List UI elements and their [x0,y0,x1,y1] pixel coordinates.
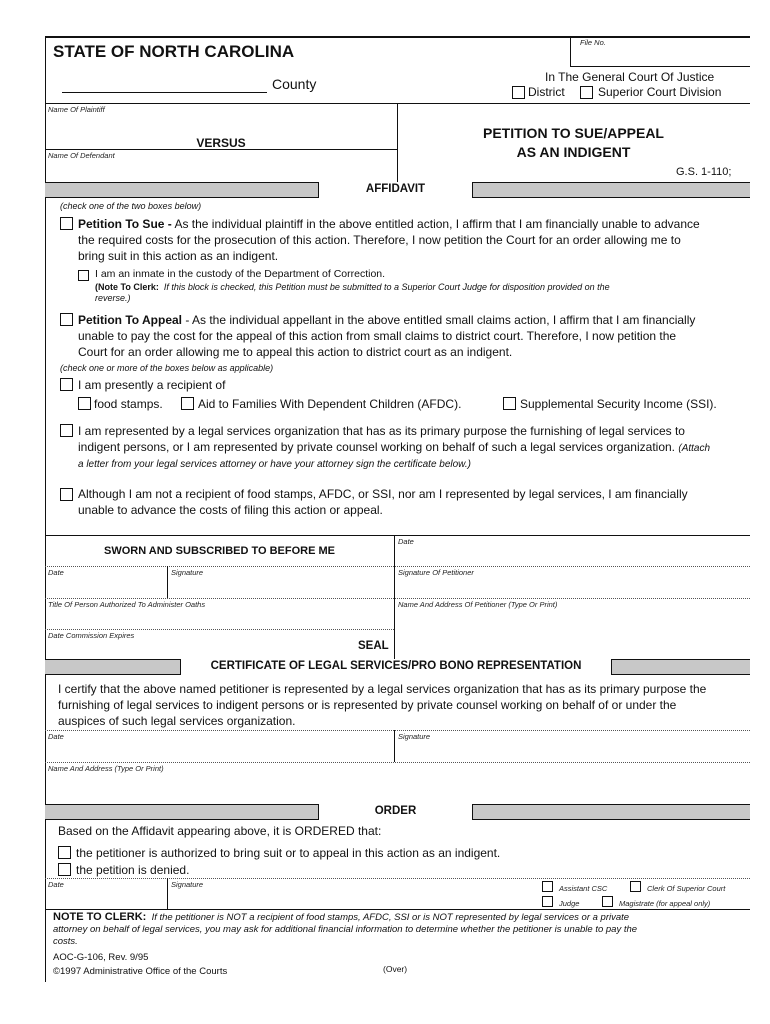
order-heading: ORDER [318,804,473,820]
sworn-date-right-label: Date [398,537,414,546]
petitioner-name-address-label: Name And Address Of Petitioner (Type Or Print) [398,600,558,609]
certificate-row-rule [45,730,750,731]
sworn-row1-rule [45,566,750,567]
instruction-two: (check one or more of the boxes below as applicable) [60,363,274,373]
clerk-superior-checkbox[interactable] [630,881,641,892]
county-label: County [272,76,317,92]
sue-text-l2: the required costs for the prosecution of this action. Therefore, I now petition the Court for an order allowing me to [78,233,681,247]
appeal-title: Petition To Appeal [78,313,182,327]
certificate-date-label: Date [48,732,64,741]
certificate-divider [394,730,395,762]
inmate-text: I am an inmate in the custody of the Department of Correction. [95,268,386,280]
petition-to-sue-checkbox[interactable] [60,217,73,230]
appeal-text-l2: unable to pay the cost for the appeal of this action from small claims to district court. Therefore, I now petition the [78,329,677,343]
not-recipient-l1: Although I am not a recipient of food stamps, AFDC, or SSI, nor am I represented by legal services, I am financially [78,487,688,501]
not-recipient-text [78,486,750,518]
sue-text-l3: bring suit in this action as an indigent. [78,249,279,263]
petition-to-appeal-checkbox[interactable] [60,313,73,326]
sue-text-l1: As the individual plaintiff in the above entitled action, I affirm that I am financially unable to advance [174,217,700,231]
food-stamps-checkbox[interactable] [78,397,91,410]
sworn-row2-rule [45,598,750,599]
clerk-note-l1: If this block is checked, this Petition must be submitted to a Superior Court Judge for disposition provided on the [163,282,610,292]
recipient-checkbox[interactable] [60,378,73,391]
magistrate-label: Magistrate (for appeal only) [619,899,711,908]
order-denied-text: the petition is denied. [76,863,190,877]
certificate-heading: CERTIFICATE OF LEGAL SERVICES/PRO BONO REPRESENTATION [180,659,612,675]
certificate-l1: I certify that the above named petitioner is represented by a legal services organization that has as its primary purpose the [58,682,707,696]
copyright: ©1997 Administrative Office of the Courts [53,966,228,977]
recipient-text: I am presently a recipient of [78,378,226,392]
ssi-label: Supplemental Security Income (SSI). [520,397,717,411]
ssi-checkbox[interactable] [503,397,516,410]
file-no-divider [570,36,571,66]
certificate-signature-label: Signature [398,732,431,741]
statute-ref: G.S. 1-110; [676,166,732,178]
certificate-l3: auspices of such legal services organization. [58,714,296,728]
top-rule [45,36,750,38]
form-title [397,124,750,162]
order-intro: Based on the Affidavit appearing above, it is ORDERED that: [58,824,382,838]
afdc-label: Aid to Families With Dependent Children (AFDC). [198,397,462,411]
form-title-line2: AS AN INDIGENT [516,144,631,160]
versus-label: VERSUS [196,136,246,150]
left-rule [45,36,46,982]
affidavit-heading: AFFIDAVIT [318,182,473,198]
file-no-label: File No. [580,38,606,47]
sworn-date-divider [167,566,168,598]
order-date-divider [167,878,168,909]
title-person-label: Title Of Person Authorized To Administer Oaths [48,600,206,609]
sworn-signature-label: Signature [171,568,204,577]
inmate-checkbox[interactable] [78,270,89,281]
legal-l2a: indigent persons, or I am represented by private counsel working on behalf of such a legal services organization. [78,440,676,454]
clerk-note [95,282,735,304]
assistant-csc-label: Assistant CSC [559,884,608,893]
sue-line1 [78,216,750,232]
order-signature-label: Signature [171,880,204,889]
superior-checkbox[interactable] [580,86,593,99]
note-top-rule [45,909,750,910]
petition-to-appeal-text [78,312,750,360]
note-label: NOTE TO CLERK: [53,911,147,923]
legal-l3: a letter from your legal services attorney or have your attorney sign the certificate below.) [78,459,471,470]
form-title-line1: PETITION TO SUE/APPEAL [483,125,664,141]
sworn-row3-rule [45,629,394,630]
assistant-csc-checkbox[interactable] [542,881,553,892]
superior-label: Superior Court Division [598,85,722,99]
certificate-row2-rule [45,762,750,763]
food-stamps-label: food stamps. [94,397,163,411]
sue-title: Petition To Sue - [78,217,172,231]
note-l3: costs. [53,936,78,947]
sworn-date-label: Date [48,568,64,577]
sworn-divider [394,535,395,659]
court-name: In The General Court Of Justice [545,70,715,84]
district-checkbox[interactable] [512,86,525,99]
clerk-superior-label: Clerk Of Superior Court [647,884,726,893]
magistrate-checkbox[interactable] [602,896,613,907]
order-authorized-checkbox[interactable] [58,846,71,859]
certificate-l2: furnishing of legal services to indigent persons or is represented by private counsel working on behalf of or under the [58,698,677,712]
note-l2: attorney on behalf of legal services, you may ask for additional financial information to determine whether the petitioner is unable to pay the [53,924,638,935]
petition-to-sue-text [78,216,750,264]
instruction-one: (check one of the two boxes below) [60,201,202,211]
not-recipient-l2: unable to advance the costs of filing this action or appeal. [78,503,383,517]
order-authorized-text: the petitioner is authorized to bring suit or to appeal in this action as an indigent. [76,846,501,860]
defendant-label: Name Of Defendant [48,151,115,160]
plaintiff-label: Name Of Plaintiff [48,105,105,114]
afdc-checkbox[interactable] [181,397,194,410]
clerk-note-label: (Note To Clerk: [95,282,159,292]
district-label: District [528,85,565,99]
commission-label: Date Commission Expires [48,631,135,640]
legal-l1: I am represented by a legal services organization that has as its primary purpose the furnishing of legal services to [78,424,685,438]
not-recipient-checkbox[interactable] [60,488,73,501]
form-number: AOC-G-106, Rev. 9/95 [53,952,149,963]
legal-l2b: (Attach [678,443,711,454]
appeal-text-l3: Court for an order allowing me to appeal this action to district court as an indigent. [78,345,513,359]
clerk-order-note [53,911,748,948]
certificate-name-address-label: Name And Address (Type Or Print) [48,764,164,773]
judge-label: Judge [559,899,580,908]
sworn-top-rule [45,535,750,536]
note-l1: If the petitioner is NOT a recipient of food stamps, AFDC, SSI or is NOT represented by legal services or a private [151,912,630,923]
sworn-heading: SWORN AND SUBSCRIBED TO BEFORE ME [103,545,335,557]
state-title: STATE OF NORTH CAROLINA [53,42,295,61]
order-denied-checkbox[interactable] [58,863,71,876]
seal-label: SEAL [358,640,389,652]
appeal-text-l1: - As the individual appellant in the above entitled small claims action, I affirm that I am financially [182,313,696,327]
order-date-label: Date [48,880,64,889]
county-input-line[interactable] [62,92,267,93]
legal-services-text [78,423,750,473]
petitioner-signature-label: Signature Of Petitioner [398,568,474,577]
order-row-rule [45,878,750,879]
versus-rule [45,149,397,150]
judge-checkbox[interactable] [542,896,553,907]
legal-services-checkbox[interactable] [60,424,73,437]
over-label: (Over) [383,964,408,974]
certificate-text [58,681,750,729]
file-no-line[interactable] [570,66,750,67]
clerk-note-l2: reverse.) [95,293,131,303]
